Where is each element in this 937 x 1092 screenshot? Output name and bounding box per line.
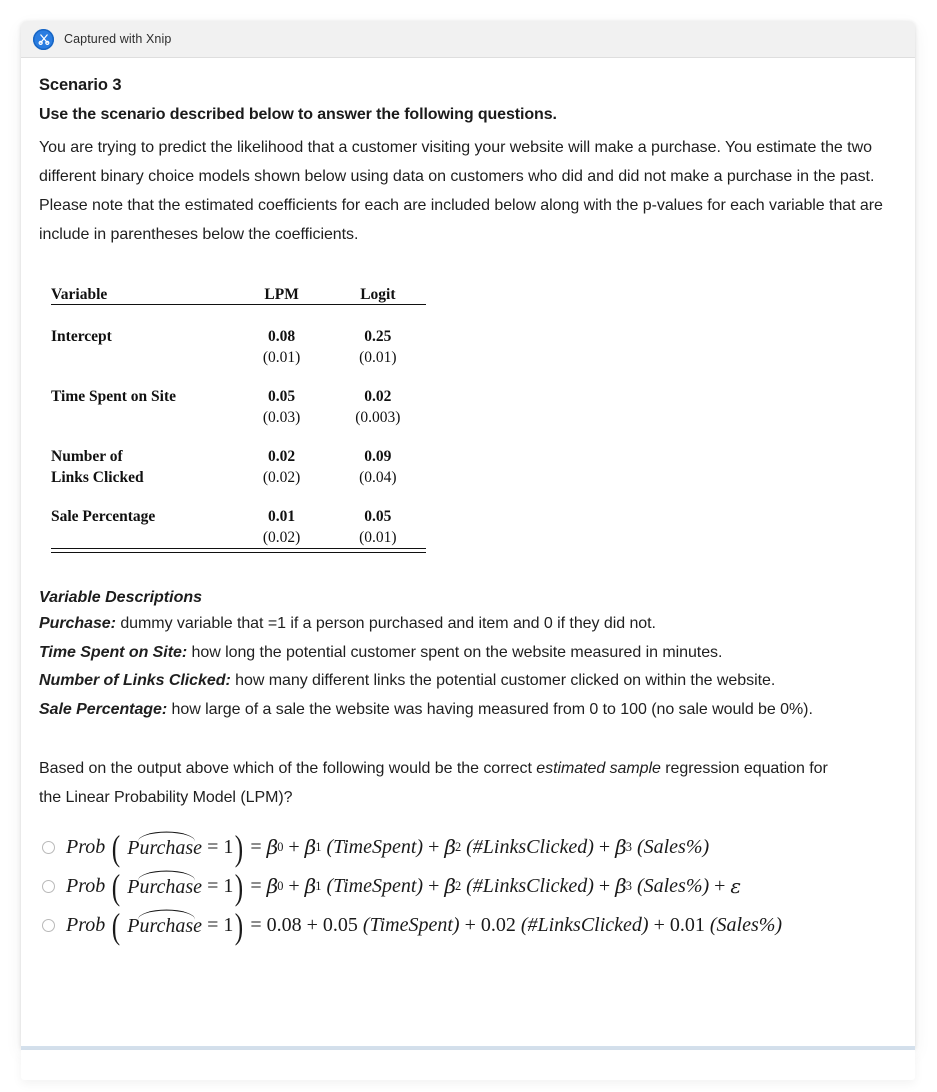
question-instruction: Use the scenario described below to answer the following questions. [39,106,557,123]
option-3-hatted-term: Purchase [127,915,203,937]
table-row [51,326,426,347]
regression-results-table [51,286,889,553]
option-3-coef3: 0.01 [669,914,705,936]
answer-option-3[interactable] [39,906,889,946]
option-2-term1: (TimeSpent) [326,875,424,897]
option-1-hatted-term: Purchase [127,837,203,859]
column-header-lpm: LPM [264,286,299,303]
option-1-term2: (#LinksClicked) [466,836,594,858]
option-2-equals-one: = 1 [207,875,234,897]
cell-logit-coef-sale-percentage: 0.05 [364,508,392,525]
option-1-beta1-sub: 1 [315,839,322,854]
description-links-clicked [39,667,889,696]
option-1-prob-label: Prob [66,836,106,858]
row-variable-time-spent: Time Spent on Site [51,388,177,405]
cell-lpm-pvalue-intercept: (0.01) [262,349,301,366]
table-header-row [51,286,426,304]
prompt-emphasis: estimated sample [536,760,661,777]
option-3-term2: (#LinksClicked) [520,914,649,936]
answer-option-1[interactable] [39,828,889,868]
option-1-equals-one: = 1 [207,836,234,858]
scissors-icon [33,29,54,50]
option-2-hatted-term-wrap [127,875,202,897]
radio-button-option-3[interactable] [42,919,55,932]
column-header-variable: Variable [51,286,108,303]
cell-lpm-pvalue-sale-percentage: (0.02) [262,529,301,546]
option-3-equation: Prob ( Purchase = 1 ) = 0.08 + 0.05 (TimeSpent) + 0.02 (#LinksClicked) + 0.01 (Sales%) [66,906,783,946]
option-1-beta1: β [304,835,317,859]
row-variable-links-clicked-line1: Number of [51,448,123,465]
option-2-term2: (#LinksClicked) [466,875,594,897]
description-sale-percentage [39,696,889,725]
option-2-beta1-sub: 1 [315,878,322,893]
page-title: Scenario 3 [39,76,122,94]
cell-lpm-pvalue-links-clicked: (0.02) [262,469,301,486]
option-1-beta2: β [444,835,456,859]
option-2-beta3: β [615,874,627,898]
option-2-equation: Prob ( Purchase = 1 ) = β 0 + β 1 (TimeSpent) + β 2 (#LinksClicked) + β 3 (Sales%) + ε [66,867,742,907]
description-text-links-clicked: how many different links the potential customer clicked on within the website. [230,672,776,689]
table-row-pvalues [51,347,426,368]
xnip-capture-frame [21,21,915,1049]
cell-lpm-coef-sale-percentage: 0.01 [268,508,296,525]
cell-lpm-pvalue-time-spent: (0.03) [262,409,301,426]
xnip-title-label: Captured with Xnip [64,32,172,46]
cell-lpm-coef-links-clicked: 0.02 [268,448,296,465]
option-2-beta2-sub: 2 [454,878,462,893]
description-term-links-clicked: Number of Links Clicked: [39,672,231,689]
option-3-prob-label: Prob [66,914,106,936]
prompt-lead: Based on the output above which of the following would be the correct [39,760,537,777]
cell-logit-pvalue-time-spent: (0.003) [355,409,401,426]
cell-logit-coef-links-clicked: 0.09 [364,448,392,465]
option-1-beta2-sub: 2 [454,839,462,854]
option-1-beta3-sub: 3 [625,839,632,854]
description-purchase [39,610,889,639]
cell-logit-pvalue-links-clicked: (0.04) [359,469,397,486]
option-3-term1: (TimeSpent) [362,914,460,936]
radio-button-option-1[interactable] [42,841,55,854]
table-row [51,506,426,527]
scenario-paragraph: You are trying to predict the likelihood that a customer visiting your website will make a purchase. You estimate the two different binary choice models shown below using data on customers who did and did not make a purchase in the past. Please note that the estimated coefficients for each are included below along with the p-values for each variable that are include in parentheses below the coefficients. [39,139,883,243]
table-row-pvalues [51,407,426,428]
variable-descriptions-section [39,589,889,724]
description-term-time-spent: Time Spent on Site: [39,643,188,661]
cell-lpm-coef-time-spent: 0.05 [268,388,296,405]
radio-button-option-2[interactable] [42,880,55,893]
option-2-beta0-sub: 0 [277,878,284,893]
option-2-beta0: β [266,874,279,898]
option-3-hatted-term-wrap [127,914,202,936]
option-2-prob-label: Prob [66,875,106,897]
cell-logit-pvalue-sale-percentage: (0.01) [359,529,397,546]
table-row-pvalues [51,467,426,488]
description-time-spent [39,639,889,668]
table-row [51,446,426,467]
option-3-equals-one: = 1 [207,914,234,936]
description-text-purchase: dummy variable that =1 if a person purchased and item and 0 if they did not. [115,615,656,632]
cell-lpm-coef-intercept: 0.08 [268,328,296,345]
option-2-hatted-term: Purchase [127,876,203,898]
option-2-beta3-sub: 3 [625,878,632,893]
option-2-beta2: β [444,874,456,898]
answer-option-2[interactable] [39,867,889,907]
xnip-header-bar [21,21,915,58]
option-1-beta0: β [266,835,279,859]
description-term-purchase: Purchase: [39,615,116,632]
option-2-beta1: β [304,874,317,898]
option-2-term3: (Sales%) [636,875,710,897]
question-card-body [21,58,915,946]
option-1-hatted-term-wrap [127,836,202,858]
hat-accent-icon [138,871,195,881]
row-variable-links-clicked-line2: Links Clicked [51,469,144,486]
option-3-coef1: 0.05 [322,914,358,936]
row-variable-sale-percentage: Sale Percentage [51,508,156,525]
question-prompt [39,754,849,812]
option-1-term1: (TimeSpent) [326,836,424,858]
bottom-strip [21,1050,915,1080]
row-variable-intercept: Intercept [51,328,112,345]
prompt-tail: regression equation for the Linear Probability Model (LPM)? [39,760,828,806]
cell-logit-coef-time-spent: 0.02 [364,388,392,405]
table-bottom-rule [51,549,426,553]
description-term-sale-percentage: Sale Percentage: [39,700,168,718]
column-header-logit: Logit [360,286,396,303]
cell-logit-coef-intercept: 0.25 [364,328,392,345]
option-2-error-term: ε [730,874,742,898]
hat-accent-icon [138,832,195,842]
option-3-coef2: 0.02 [480,914,516,936]
option-1-beta0-sub: 0 [277,839,284,854]
answer-options-list [39,828,889,946]
variable-descriptions-heading: Variable Descriptions [39,589,203,606]
table-row-pvalues [51,527,426,549]
cell-logit-pvalue-intercept: (0.01) [359,349,397,366]
option-3-term3: (Sales%) [709,914,783,936]
option-1-equation: Prob ( Purchase = 1 ) = β 0 + β 1 (TimeSpent) + β 2 (#LinksClicked) + β 3 (Sales%) [66,828,710,868]
description-text-time-spent: how long the potential customer spent on the website measured in minutes. [187,643,723,661]
option-3-coef0: 0.08 [266,914,302,936]
option-1-beta3: β [615,835,627,859]
option-1-term3: (Sales%) [636,836,710,858]
description-text-sale-percentage: how large of a sale the website was having measured from 0 to 100 (no sale would be 0%). [167,700,813,718]
hat-accent-icon [138,910,195,920]
table-row [51,386,426,407]
